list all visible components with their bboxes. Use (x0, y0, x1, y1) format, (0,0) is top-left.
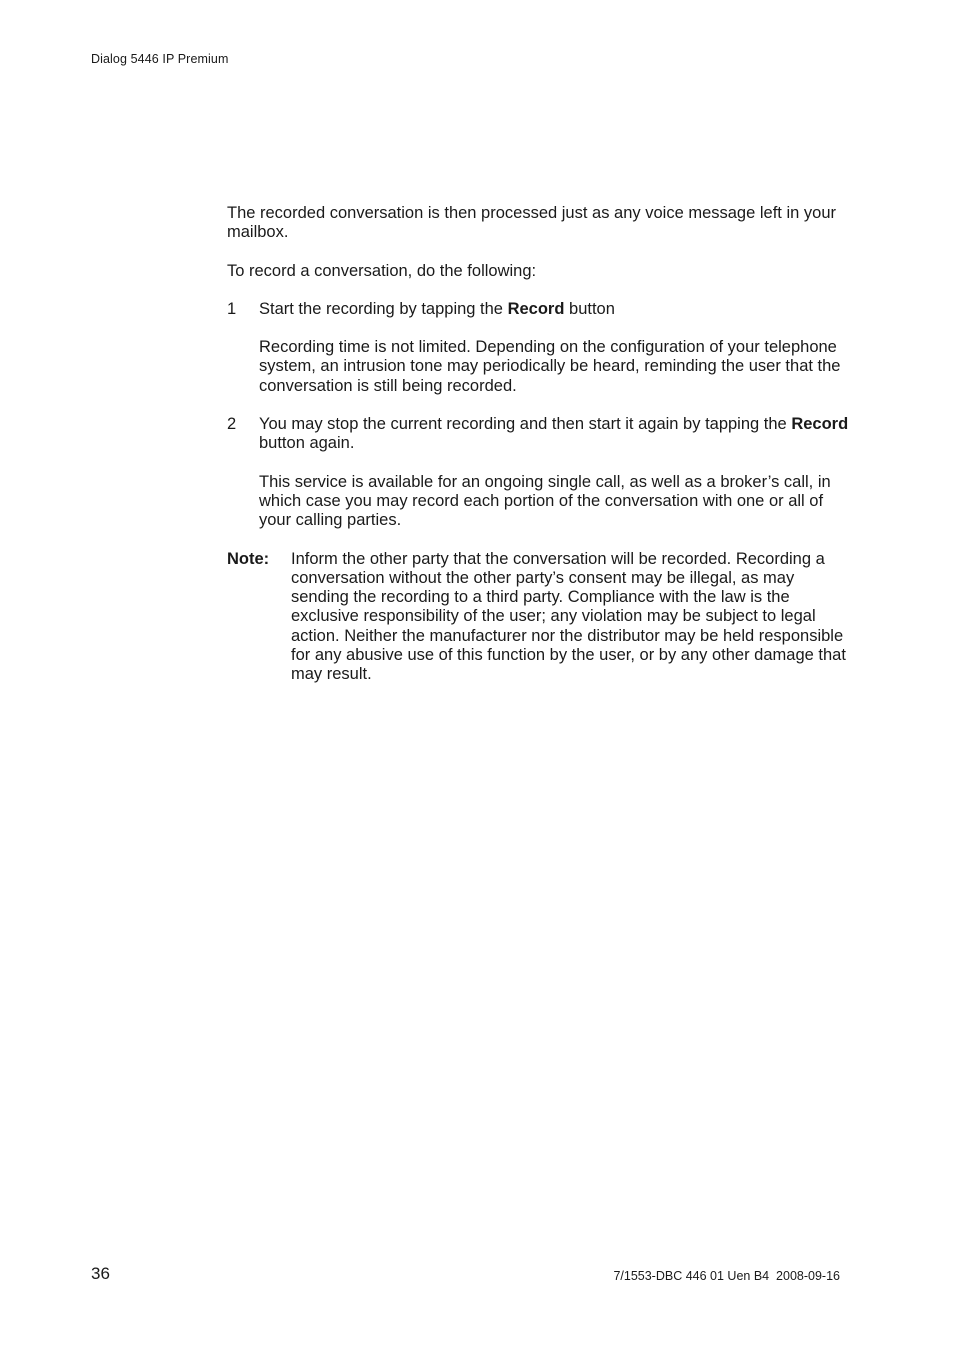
step-text-end: button again. (259, 434, 355, 453)
step-number: 2 (227, 415, 237, 434)
intro-paragraph: The recorded conversation is then processed just as any voice message left in your mailbox. (227, 204, 836, 242)
step-number: 1 (227, 299, 237, 318)
step-2-detail: This service is available for an ongoing single call, as well as a broker’s call, in which case you may record each portion of the conversation with one or all of your calling parties. (259, 472, 831, 530)
record-button-label: Record (791, 415, 849, 434)
page-number: 36 (91, 1264, 110, 1283)
step-1-detail: Recording time is not limited. Depending on the configuration of your telephone system, an intrusion tone may periodically be heard, reminding the user that the conversation is still being recorded. (259, 338, 841, 395)
document-id: 7/1553-DBC 446 01 Uen B4 2008-09-16 (613, 1269, 840, 1283)
note-text: Inform the other party that the conversation will be recorded. Recording a conversation without the other party’s consent may be illegal, as may sending the recording to a third party. Compliance with the law is the exclusive responsibility of the user; any violation may be subject to legal action. Neither the manufacturer nor the distributor may be held responsible for any abusive use of this function by the user, or by any other damage that may result. (291, 549, 846, 684)
step-text-end: button (564, 299, 615, 318)
note-label: Note: (227, 549, 270, 568)
step-text: You may stop the current recording and then start it again by tapping the (259, 415, 792, 434)
step-1 (227, 300, 852, 319)
running-header: Dialog 5446 IP Premium (91, 52, 229, 66)
record-button-label: Record (507, 299, 565, 318)
legal-note (227, 550, 852, 685)
main-content (227, 204, 852, 685)
step-2 (227, 415, 852, 454)
step-text: Start the recording by tapping the (259, 299, 508, 318)
instructions-lead-in: To record a conversation, do the following: (227, 261, 537, 280)
